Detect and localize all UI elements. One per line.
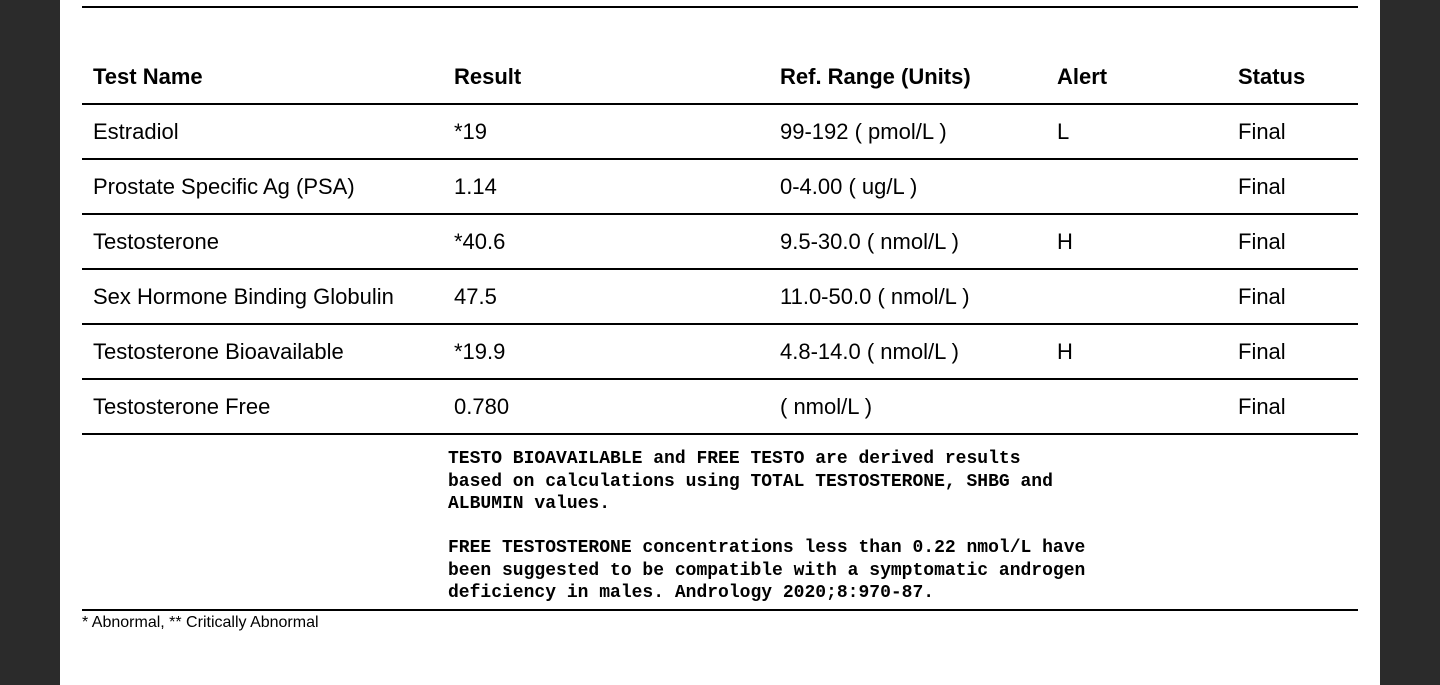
table-row (82, 214, 1358, 269)
abnormal-legend: * Abnormal, ** Critically Abnormal (82, 614, 319, 631)
result-cell: *19 (443, 104, 769, 159)
top-divider (82, 6, 1358, 8)
ref-range-cell: 99-192 ( pmol/L ) (769, 104, 1046, 159)
status-cell: Final (1227, 269, 1358, 324)
notes-section (82, 437, 1358, 611)
result-cell: *19.9 (443, 324, 769, 379)
header-ref-range: Ref. Range (Units) (769, 50, 1046, 104)
alert-cell: H (1046, 214, 1227, 269)
header-result: Result (443, 50, 769, 104)
result-cell: 47.5 (443, 269, 769, 324)
ref-range-cell: 4.8-14.0 ( nmol/L ) (769, 324, 1046, 379)
report-page (60, 0, 1380, 685)
test-name-cell: Prostate Specific Ag (PSA) (82, 159, 443, 214)
result-cell: 0.780 (443, 379, 769, 434)
alert-cell (1046, 379, 1227, 434)
header-alert: Alert (1046, 50, 1227, 104)
table-row (82, 324, 1358, 379)
table-row (82, 269, 1358, 324)
header-status: Status (1227, 50, 1358, 104)
status-cell: Final (1227, 104, 1358, 159)
table-row (82, 379, 1358, 434)
table-header-row (82, 50, 1358, 104)
result-cell: *40.6 (443, 214, 769, 269)
table-row (82, 159, 1358, 214)
free-testosterone-note: FREE TESTOSTERONE concentrations less than 0.22 nmol/L have been suggested to be compatible with a symptomatic androgen deficiency in males. Andrology 2020;8:970-87. (448, 538, 1086, 603)
alert-cell: L (1046, 104, 1227, 159)
results-table (82, 50, 1358, 435)
status-cell: Final (1227, 214, 1358, 269)
derived-results-note: TESTO BIOAVAILABLE and FREE TESTO are derived results based on calculations using TOTAL TESTOSTERONE, SHBG and ALBUMIN values. (448, 449, 1053, 514)
test-name-cell: Estradiol (82, 104, 443, 159)
ref-range-cell: 0-4.00 ( ug/L ) (769, 159, 1046, 214)
test-name-cell: Sex Hormone Binding Globulin (82, 269, 443, 324)
test-name-cell: Testosterone Free (82, 379, 443, 434)
status-cell: Final (1227, 379, 1358, 434)
alert-cell (1046, 159, 1227, 214)
status-cell: Final (1227, 324, 1358, 379)
result-cell: 1.14 (443, 159, 769, 214)
status-cell: Final (1227, 159, 1358, 214)
alert-cell: H (1046, 324, 1227, 379)
test-name-cell: Testosterone Bioavailable (82, 324, 443, 379)
ref-range-cell: 9.5-30.0 ( nmol/L ) (769, 214, 1046, 269)
alert-cell (1046, 269, 1227, 324)
test-name-cell: Testosterone (82, 214, 443, 269)
header-test-name: Test Name (82, 50, 443, 104)
ref-range-cell: ( nmol/L ) (769, 379, 1046, 434)
table-row (82, 104, 1358, 159)
ref-range-cell: 11.0-50.0 ( nmol/L ) (769, 269, 1046, 324)
